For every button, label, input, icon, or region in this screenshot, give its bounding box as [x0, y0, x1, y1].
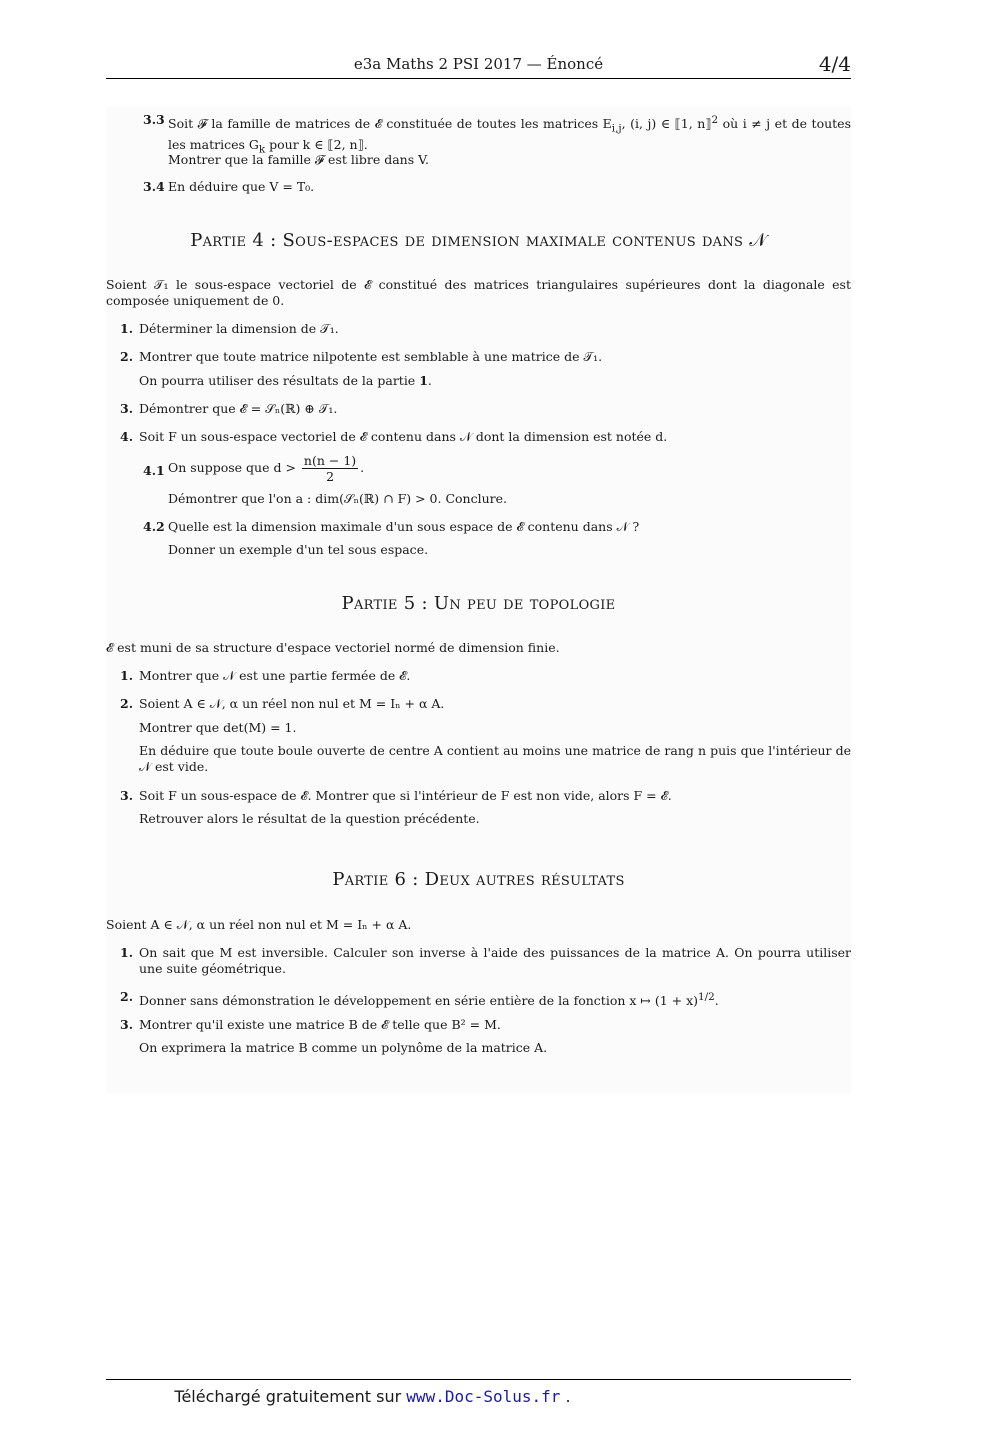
- fraction-numerator: n(n − 1): [303, 453, 357, 468]
- partie-4-intro: Soient 𝒯₁ le sous-espace vectoriel de 𝓔 constitué des matrices triangulaires supérieures dont la diagonale est composée uniquement de 0.: [106, 277, 851, 308]
- p5-q2-line3: En déduire que toute boule ouverte de centre A contient au moins une matrice de rang n puis que l'intérieur de 𝒩 est vide.: [139, 743, 851, 774]
- p4-q1-text: Déterminer la dimension de 𝒯₁.: [139, 321, 339, 336]
- p5-q3-text: Soit F un sous-espace de 𝓔. Montrer que si l'intérieur de F est non vide, alors F = 𝓔.: [139, 788, 672, 803]
- p4-q2-text: Montrer que toute matrice nilpotente est semblable à une matrice de 𝒯₁.: [139, 349, 603, 364]
- p4-q42-line2: Donner un exemple d'un tel sous espace.: [168, 542, 429, 557]
- heading-text: Partie 5 : Un peu de topologie: [341, 593, 616, 614]
- superscript: 2: [711, 114, 719, 126]
- section-heading-partie-4: [106, 230, 851, 251]
- question-number: 4.1: [143, 463, 165, 478]
- question-number: 3.: [120, 401, 134, 416]
- question-number: 2.: [120, 696, 134, 711]
- p5-q3-line2: Retrouver alors le résultat de la question précédente.: [139, 811, 480, 826]
- heading-text: Partie 6 : Deux autres résultats: [332, 869, 625, 890]
- question-number: 4.2: [143, 519, 165, 534]
- subscript: i,j: [611, 122, 622, 135]
- question-number: 1.: [120, 321, 134, 336]
- p6-q1-text: On sait que M est inversible. Calculer son inverse à l'aide des puissances de la matrice A. On pourra utiliser une suite géométrique.: [139, 945, 851, 976]
- header-title: e3a Maths 2 PSI 2017 — Énoncé: [353, 55, 604, 73]
- superscript: 1/2: [698, 991, 715, 1003]
- p4-q41-text: [168, 453, 851, 484]
- fraction: [302, 453, 358, 484]
- question-number: 3.: [120, 1017, 134, 1032]
- p6-q3-text: Montrer qu'il existe une matrice B de 𝓔 telle que B² = M.: [139, 1017, 501, 1032]
- p4-q3-text: Démontrer que 𝓔 = 𝒮ₙ(ℝ) ⊕ 𝒯₁.: [139, 401, 338, 416]
- question-number: 3.3: [143, 112, 165, 127]
- p4-q2-hint: [139, 373, 851, 389]
- question-number: 4.: [120, 429, 134, 444]
- text-fragment: où i ≠ j et de toutes les matrices G: [168, 116, 851, 152]
- question-3-4-text: En déduire que V = T₀.: [168, 179, 315, 194]
- question-number: 3.4: [143, 179, 165, 194]
- partie-5-intro: 𝓔 est muni de sa structure d'espace vectoriel normé de dimension finie.: [106, 640, 560, 655]
- text-fragment: On pourra utiliser des résultats de la partie: [139, 373, 420, 388]
- partie-6-intro: Soient A ∈ 𝒩, α un réel non nul et M = Iₙ + α A.: [106, 917, 412, 932]
- fraction-denominator: 2: [326, 469, 335, 484]
- header-page-number: 4/4: [818, 52, 851, 76]
- footer-text: Téléchargé gratuitement sur: [174, 1387, 407, 1406]
- text-fragment: pour k ∈ ⟦2, n⟧.: [265, 136, 368, 152]
- heading-text: Partie 4 : Sous-espaces de dimension maximale contenus dans 𝒩: [190, 230, 767, 251]
- footer-text: .: [560, 1387, 571, 1406]
- section-heading-partie-5: [106, 593, 851, 614]
- question-number: 3.: [120, 788, 134, 803]
- text-fragment: Donner sans démonstration le développement en série entière de la fonction x ↦ (1 + x): [139, 993, 699, 1009]
- question-number: 2.: [120, 989, 134, 1004]
- question-3-3-line2: Montrer que la famille 𝓕 est libre dans V.: [168, 152, 429, 167]
- p4-q4-text: Soit F un sous-espace vectoriel de 𝓔 contenu dans 𝒩 dont la dimension est notée d.: [139, 429, 668, 444]
- p4-q42-text: Quelle est la dimension maximale d'un sous espace de 𝓔 contenu dans 𝒩 ?: [168, 519, 640, 534]
- footer-rule: [106, 1379, 851, 1380]
- page-footer: [0, 1387, 745, 1406]
- question-3-3-text: [168, 112, 851, 157]
- p5-q2-text: Soient A ∈ 𝒩, α un réel non nul et M = Iₙ + α A.: [139, 696, 445, 711]
- bold-reference: 1: [419, 373, 428, 388]
- page-header: [106, 52, 851, 79]
- page-content: [106, 106, 851, 1094]
- p5-q1-text: Montrer que 𝒩 est une partie fermée de 𝓔.: [139, 668, 411, 683]
- question-number: 2.: [120, 349, 134, 364]
- subscript: k: [258, 143, 266, 156]
- footer-link[interactable]: www.Doc-Solus.fr: [406, 1387, 561, 1406]
- text-fragment: .: [360, 460, 365, 475]
- section-heading-partie-6: [106, 869, 851, 890]
- question-number: 1.: [120, 668, 134, 683]
- text-fragment: .: [714, 993, 719, 1009]
- p5-q2-line2: Montrer que det(M) = 1.: [139, 720, 297, 735]
- text-fragment: On suppose que d >: [168, 460, 296, 475]
- text-fragment: , (i, j) ∈ ⟦1, n⟧: [621, 116, 712, 132]
- question-number: 1.: [120, 945, 134, 960]
- p6-q2-text: [139, 989, 851, 1009]
- p6-q3-line2: On exprimera la matrice B comme un polynôme de la matrice A.: [139, 1040, 548, 1055]
- p4-q41-line2: Démontrer que l'on a : dim(𝒮ₙ(ℝ) ∩ F) > 0. Conclure.: [168, 491, 507, 506]
- text-fragment: .: [427, 373, 432, 388]
- text-fragment: Soit 𝓕 la famille de matrices de 𝓔 constituée de toutes les matrices E: [168, 116, 612, 132]
